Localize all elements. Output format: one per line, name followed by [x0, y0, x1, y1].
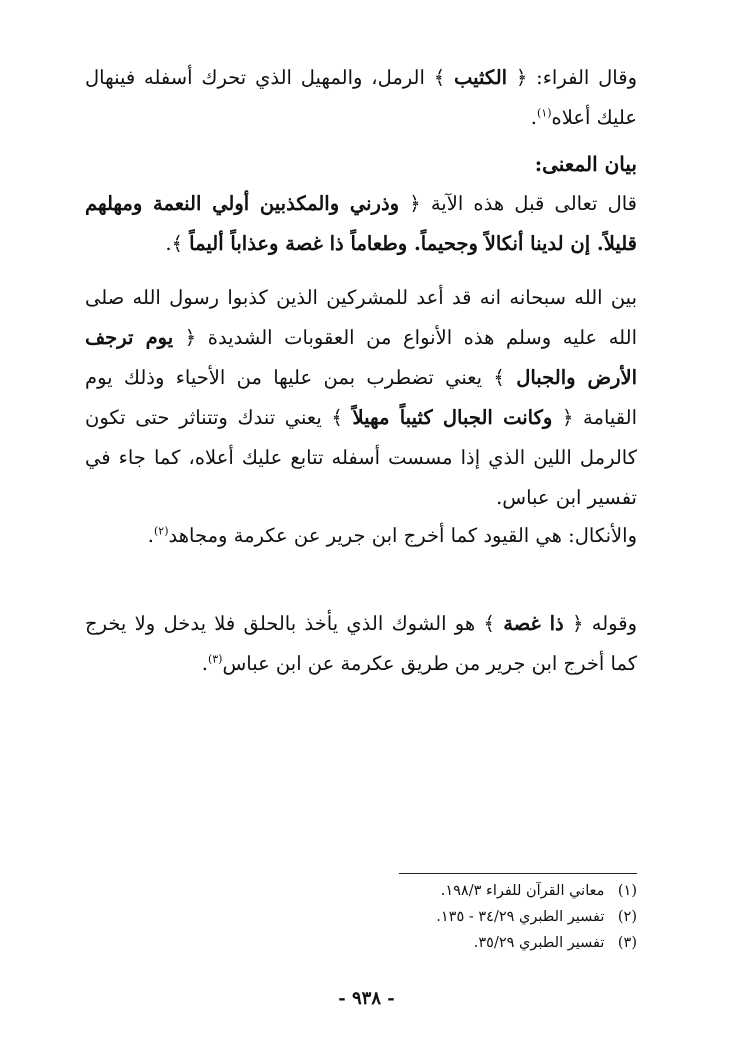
meaning-text-2: ﴾ يعني تضطرب بمن عليها من الأحياء وذلك يوم القيامة ﴿ — [85, 366, 638, 429]
ghussa-period: . — [201, 652, 208, 675]
section-heading: بيان المعنى: — [534, 152, 637, 176]
ghussa-term: ذا غصة — [503, 612, 564, 635]
verse-close: ﴾. — [165, 232, 190, 255]
footnote-item — [237, 930, 637, 956]
footnote-ref-1: (١) — [536, 106, 552, 120]
paragraph-verse — [85, 184, 637, 264]
footnote-text: تفسير الطبري ٣٥/٢٩. — [473, 935, 605, 951]
footnote-text: معاني القرآن للفراء ١٩٨/٣. — [440, 883, 605, 899]
verse-intro: قال تعالى قبل هذه الآية ﴿ — [399, 192, 637, 215]
meaning-text-1: بين الله سبحانه انه قد أعد للمشركين الذين كذبوا رسول الله صلى الله عليه وسلم هذه الأنواع من العقوبات الشديدة ﴿ — [85, 286, 637, 349]
farra-period: . — [530, 106, 537, 129]
page-number: - ٩٣٨ - — [338, 988, 395, 1009]
paragraph-farra — [85, 58, 637, 138]
footnote-divider — [399, 873, 637, 874]
footnote-number: (١) — [617, 883, 637, 899]
ghussa-text-start: وقوله ﴿ — [563, 612, 637, 635]
paragraph-meaning — [85, 278, 637, 518]
meaning-text-3: ﴾ يعني تندك وتتناثر حتى تكون كالرمل اللين الذي إذا مسست أسفله تتابع عليك أعلاه، كما جاء في تفسير ابن عباس. — [85, 406, 637, 509]
footnote-number: (٢) — [617, 909, 637, 925]
verse-mountains: وكانت الجبال كثيباً مهيلاً — [352, 406, 553, 429]
farra-text-start: وقال الفراء: ﴿ — [507, 66, 637, 89]
ankal-period: . — [147, 524, 154, 547]
footnote-ref-2: (٢) — [154, 524, 169, 538]
footnote-number: (٣) — [617, 935, 637, 951]
farra-text-end: ﴾ الرمل، والمهيل الذي تحرك أسفله فينهال عليك أعلاه — [85, 66, 637, 129]
verse-quake: يوم ترجف الأرض والجبال — [85, 326, 637, 389]
paragraph-ankal — [85, 516, 637, 556]
farra-term: الكثيب — [454, 66, 508, 89]
footnotes-list — [237, 878, 637, 956]
footnote-item — [237, 878, 637, 904]
quran-verse: وذرني والمكذبين أولي النعمة ومهلهم قليلاً. إن لدينا أنكالاً وجحيماً. وطعاماً ذا غصة وعذاباً أليماً — [85, 192, 637, 255]
paragraph-ghussa — [85, 604, 637, 684]
footnote-text: تفسير الطبري ٣٤/٢٩ - ١٣٥. — [436, 909, 605, 925]
ghussa-text-end: ﴾ هو الشوك الذي يأخذ بالحلق فلا يدخل ولا يخرج كما أخرج ابن جرير من طريق عكرمة عن ابن عباس — [85, 612, 637, 675]
footnote-item — [237, 904, 637, 930]
footnote-ref-3: (٣) — [207, 652, 223, 666]
ankal-text: والأنكال: هي القيود كما أخرج ابن جرير عن عكرمة ومجاهد — [168, 524, 637, 547]
